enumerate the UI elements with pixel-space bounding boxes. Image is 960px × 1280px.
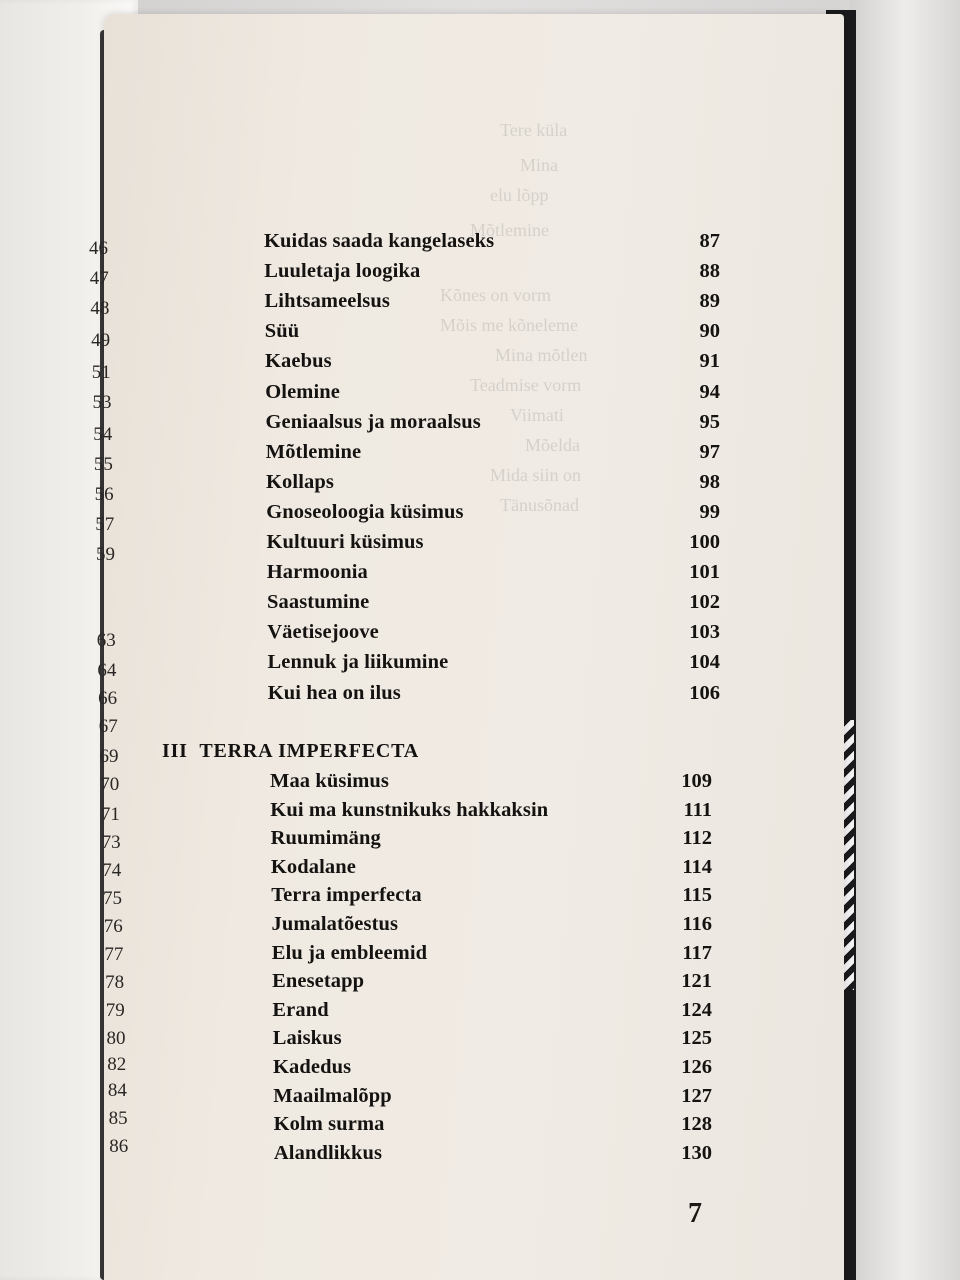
- left-page-number: 51: [91, 362, 111, 383]
- left-page-number: 47: [89, 268, 109, 289]
- toc-entry-page: 94: [699, 380, 720, 403]
- toc-entry-page: 112: [682, 827, 712, 850]
- left-page-number: 80: [106, 1028, 126, 1049]
- toc-entry-title: Luuletaja loogika: [264, 260, 421, 283]
- show-through-text: Tere küla Mina elu lõpp Mõtlemine Kõnes on vorm Mõis me kõneleme Mina mõtlen Teadmise vorm Viimati Mõelda Mida siin on Tänusõnad: [440, 120, 588, 515]
- toc-entry-page: 116: [682, 913, 712, 935]
- left-page-number: 70: [100, 774, 120, 795]
- toc-entry-page: 130: [681, 1141, 712, 1164]
- toc-entry-title: Lennuk ja liikumine: [267, 651, 449, 674]
- toc-entry-title: Jumalatõestus: [271, 913, 399, 935]
- toc-entry-page: 99: [699, 500, 720, 523]
- left-page-number: 73: [101, 832, 121, 853]
- left-page-number: 57: [95, 514, 115, 535]
- section-numeral: III: [162, 740, 188, 762]
- toc-entry-page: 102: [689, 591, 720, 614]
- toc-entry-title: Enesetapp: [272, 970, 365, 993]
- page-number: 7: [688, 1198, 702, 1229]
- toc-entry-page: 115: [682, 884, 712, 907]
- toc-entry-title: Mõtlemine: [265, 440, 362, 463]
- toc-entry-title: Alandlikkus: [273, 1141, 383, 1164]
- toc-entry-page: 97: [699, 440, 720, 463]
- toc-entry-page: 111: [683, 798, 712, 821]
- left-page-number: 78: [105, 972, 125, 993]
- left-page-number: 86: [109, 1136, 129, 1157]
- toc-entry-title: Erand: [272, 998, 329, 1021]
- right-page: [104, 14, 844, 1280]
- toc-entry-title: Maailmalõpp: [273, 1084, 392, 1107]
- left-page-number: 46: [89, 238, 108, 259]
- toc-entry-title: Olemine: [265, 380, 340, 403]
- left-page-number: 56: [94, 484, 114, 505]
- toc-entry-title: Kodalane: [270, 855, 356, 878]
- toc-entry-title: Elu ja embleemid: [271, 941, 428, 964]
- left-page-number: 74: [102, 860, 122, 881]
- toc-entry-title: Gnoseoloogia küsimus: [266, 500, 464, 523]
- toc-entry-title: Kui hea on ilus: [267, 681, 401, 704]
- toc-entry-page: 91: [699, 350, 720, 373]
- left-page-number: 48: [90, 298, 110, 319]
- toc-entry-page: 117: [682, 941, 712, 964]
- toc-entry-page: 114: [682, 855, 712, 878]
- left-page-number: 85: [108, 1108, 128, 1129]
- toc-entry-title: Kuidas saada kangelaseks: [264, 230, 495, 252]
- toc-entry-title: Kultuuri küsimus: [266, 531, 424, 553]
- section-title: TERRA IMPERFECTA: [199, 740, 420, 762]
- toc-entry-page: 125: [681, 1027, 712, 1050]
- toc-entry-page: 121: [681, 970, 712, 993]
- left-page-number: 53: [92, 392, 112, 413]
- cloth-fold: [850, 0, 960, 1280]
- section-heading: [162, 740, 419, 763]
- toc-entry-title: Geniaalsus ja moraalsus: [265, 410, 481, 433]
- toc-entry-title: Saastumine: [267, 591, 370, 614]
- left-page-number: 54: [93, 424, 113, 445]
- toc-entry-title: Süü: [264, 320, 300, 343]
- toc-entry-page: 101: [689, 561, 720, 584]
- toc-entry-title: Laiskus: [272, 1027, 342, 1050]
- toc-entry-page: 87: [699, 230, 720, 252]
- toc-entry-title: Kui ma kunstnikuks hakkaksin: [270, 798, 549, 821]
- left-page-number: 67: [98, 716, 118, 737]
- left-page-number: 66: [98, 688, 118, 709]
- toc-entry-page: 103: [689, 621, 720, 644]
- left-page-number: 69: [99, 746, 119, 767]
- toc-entry-page: 106: [689, 681, 720, 704]
- toc-entry-title: Harmoonia: [266, 561, 368, 584]
- left-page-number: 63: [96, 630, 116, 651]
- left-page-number: 59: [96, 544, 115, 565]
- toc-entry-page: 98: [699, 470, 720, 493]
- toc-entry-title: Terra imperfecta: [271, 884, 422, 907]
- toc-entry-title: Väetisejoove: [267, 621, 379, 644]
- toc-entry-page: 127: [681, 1084, 712, 1107]
- left-page-number: 71: [100, 804, 120, 825]
- left-page-number: 82: [107, 1054, 127, 1075]
- toc-entry-page: 124: [681, 998, 712, 1021]
- left-page-number: 84: [107, 1080, 127, 1101]
- toc-entry-title: Maa küsimus: [270, 770, 390, 792]
- toc-entry-page: 88: [699, 260, 720, 283]
- toc-entry-page: 95: [699, 410, 720, 433]
- toc-entry-title: Ruumimäng: [270, 827, 381, 850]
- left-page-number: 64: [97, 660, 117, 681]
- toc-entry-page: 100: [689, 531, 720, 553]
- toc-entry-title: Kolm surma: [273, 1113, 385, 1136]
- left-page-number: 75: [103, 888, 122, 909]
- left-page-number: 49: [91, 330, 111, 351]
- left-page-number: 76: [103, 916, 123, 937]
- toc-entry-page: 128: [681, 1113, 712, 1136]
- left-page-number: 77: [104, 944, 124, 965]
- toc-entry-title: Kadedus: [273, 1056, 352, 1078]
- toc-entry-page: 126: [681, 1056, 712, 1078]
- toc-entry-page: 109: [681, 770, 712, 792]
- toc-entry-title: Kaebus: [265, 350, 332, 373]
- toc-entry-title: Kollaps: [266, 470, 334, 493]
- toc-entry-page: 89: [699, 290, 720, 313]
- toc-entry-title: Lihtsameelsus: [264, 290, 390, 313]
- toc-entry-page: 104: [689, 651, 720, 674]
- left-page-number: 55: [93, 454, 113, 475]
- toc-entry-page: 90: [699, 320, 720, 343]
- left-page-number: 79: [105, 1000, 125, 1021]
